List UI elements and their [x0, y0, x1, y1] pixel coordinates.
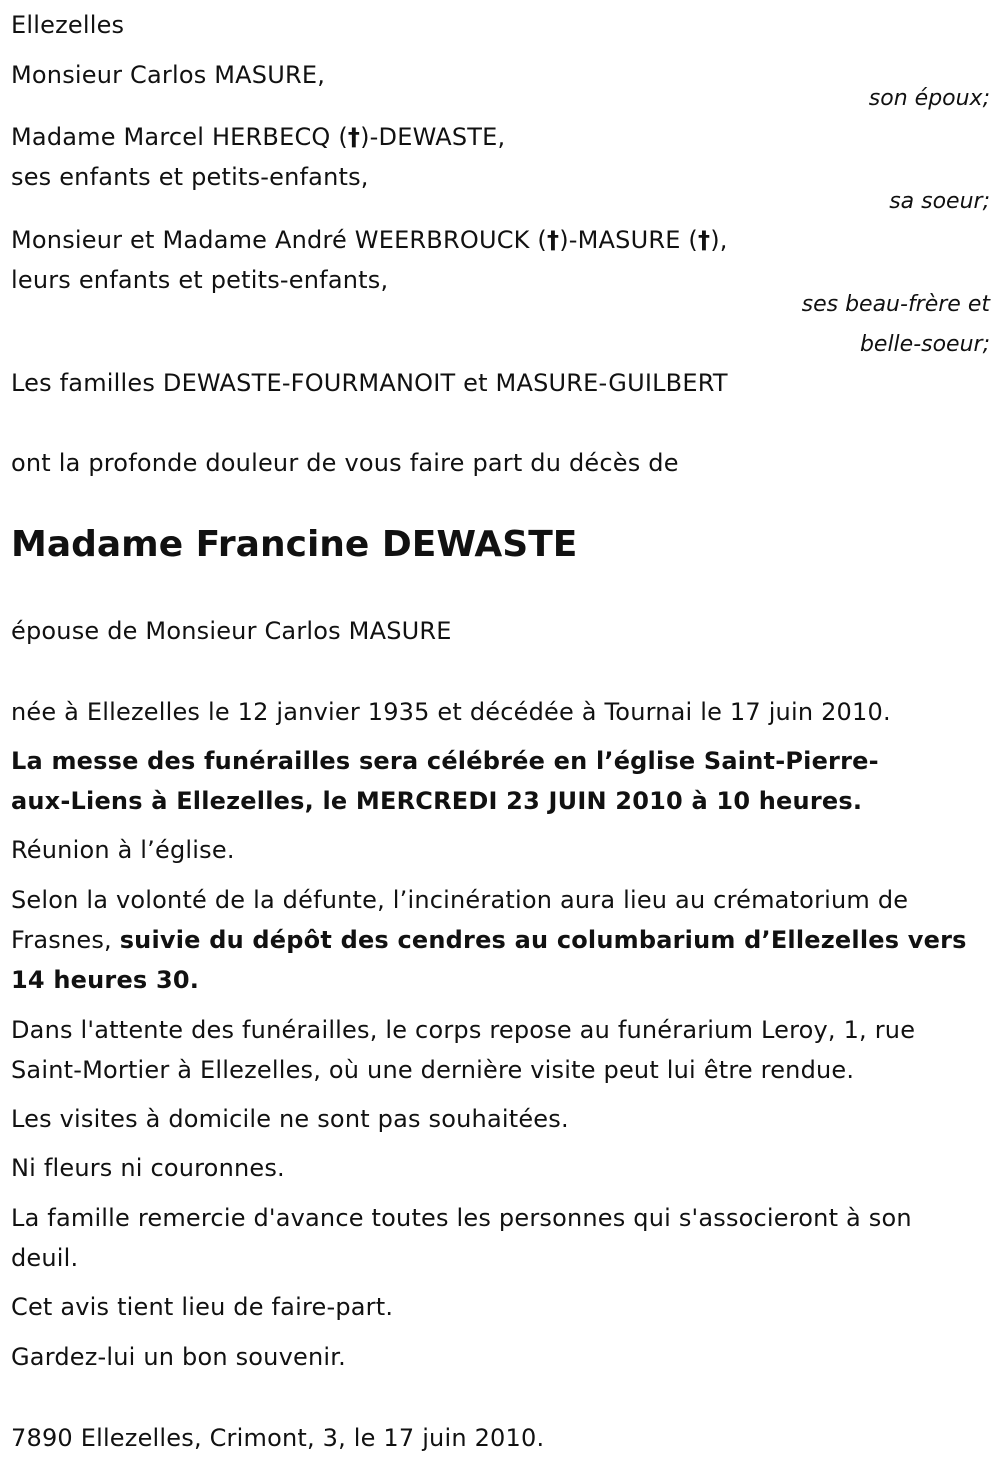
cremation-line-2: Frasnes, suivie du dépôt des cendres au columbarium d’Ellezelles vers: [11, 926, 967, 954]
announcement-text: ont la profonde douleur de vous faire part du décès de: [11, 449, 679, 477]
rest-line-1: Dans l'attente des funérailles, le corps repose au funérarium Leroy, 1, rue: [11, 1016, 916, 1044]
mass-line-2: aux-Liens à Ellezelles, le MERCREDI 23 JUIN 2010 à 10 heures.: [11, 787, 863, 815]
town-header: Ellezelles: [11, 11, 125, 39]
relation-sister: sa soeur;: [889, 189, 990, 214]
family-member-spouse: Monsieur Carlos MASURE,: [11, 61, 326, 89]
notice-line: Cet avis tient lieu de faire-part.: [11, 1293, 394, 1321]
family-extended: Les familles DEWASTE-FOURMANOIT et MASURE-GUILBERT: [11, 369, 728, 397]
mass-line-1: La messe des funérailles sera célébrée en l’église Saint-Pierre-: [11, 747, 879, 775]
cross-icon: †: [347, 123, 361, 151]
relation-in-laws-line1: ses beau-frère et: [801, 292, 990, 317]
family-member-sister: Madame Marcel HERBECQ (†)-DEWASTE,: [11, 123, 506, 151]
deceased-name: Madame Francine DEWASTE: [11, 524, 578, 565]
relation-spouse: son époux;: [868, 86, 990, 111]
thanks-line-1: La famille remercie d'avance toutes les personnes qui s'associeront à son: [11, 1204, 912, 1232]
family-member-in-laws: Monsieur et Madame André WEERBROUCK (†)-MASURE (†),: [11, 226, 728, 254]
cremation-line-1: Selon la volonté de la défunte, l’incinération aura lieu au crématorium de: [11, 886, 909, 914]
birth-death-line: née à Ellezelles le 12 janvier 1935 et décédée à Tournai le 17 juin 2010.: [11, 698, 891, 726]
flowers-line: Ni fleurs ni couronnes.: [11, 1154, 285, 1182]
meeting-line: Réunion à l’église.: [11, 836, 235, 864]
footer-address: 7890 Ellezelles, Crimont, 3, le 17 juin 2010.: [11, 1424, 545, 1452]
cross-icon: †: [547, 226, 560, 254]
spouse-line: épouse de Monsieur Carlos MASURE: [11, 617, 452, 645]
cross-icon: †: [697, 226, 711, 254]
relation-in-laws-line2: belle-soeur;: [859, 332, 990, 357]
souvenir-line: Gardez-lui un bon souvenir.: [11, 1343, 346, 1371]
cremation-line-3: 14 heures 30.: [11, 966, 200, 994]
thanks-line-2: deuil.: [11, 1244, 79, 1272]
family-in-laws-children: leurs enfants et petits-enfants,: [11, 266, 389, 294]
visits-line: Les visites à domicile ne sont pas souhaitées.: [11, 1105, 569, 1133]
rest-line-2: Saint-Mortier à Ellezelles, où une dernière visite peut lui être rendue.: [11, 1056, 855, 1084]
family-sister-children: ses enfants et petits-enfants,: [11, 163, 369, 191]
